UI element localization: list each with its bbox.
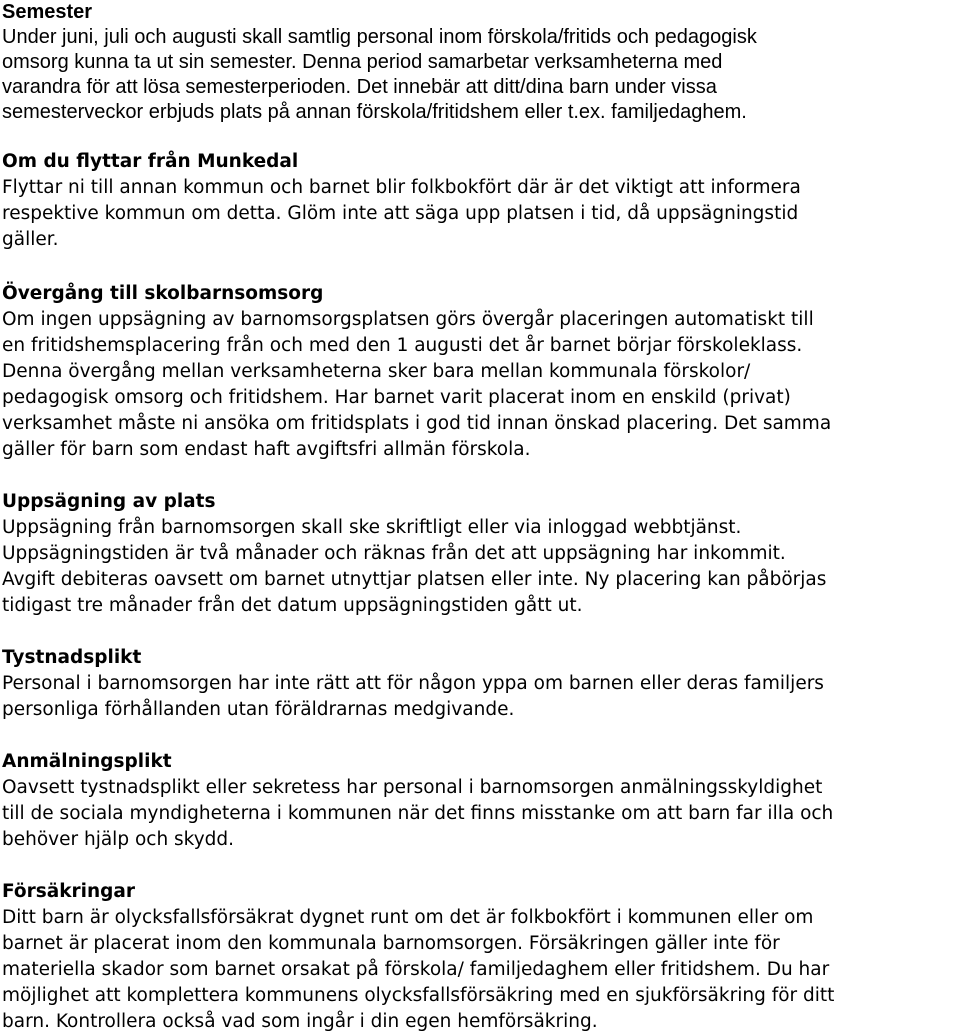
section-heading: Uppsägning av plats <box>2 491 216 512</box>
section-heading: Anmälningsplikt <box>2 751 172 772</box>
section-heading: Semester <box>2 1 93 23</box>
section-body <box>2 671 960 723</box>
section-semester <box>2 0 960 125</box>
section-anmalningsplikt <box>2 749 960 853</box>
spacer <box>2 853 960 879</box>
section-uppsagning <box>2 489 960 619</box>
body-line: pedagogisk omsorg och fritidshem. Har barnet varit placerat inom en enskild (privat) <box>2 387 791 408</box>
body-line: Oavsett tystnadsplikt eller sekretess har personal i barnomsorgen anmälningsskyldighet <box>2 777 823 798</box>
section-body <box>2 905 960 1035</box>
body-line: varandra för att lösa semesterperioden. Det innebär att ditt/dina barn under vissa <box>2 76 717 98</box>
body-line: möjlighet att komplettera kommunens olycksfallsförsäkring med en sjukförsäkring för ditt <box>2 985 835 1006</box>
body-line: en fritidshemsplacering från och med den 1 augusti det år barnet börjar förskoleklass. <box>2 335 803 356</box>
body-line: Avgift debiteras oavsett om barnet utnyttjar platsen eller inte. Ny placering kan påbörjas <box>2 569 827 590</box>
section-body <box>2 175 960 253</box>
spacer <box>2 619 960 645</box>
section-body <box>2 307 960 463</box>
body-line: personliga förhållanden utan föräldrarnas medgivande. <box>2 699 515 720</box>
body-line: gäller. <box>2 229 59 250</box>
spacer <box>2 125 960 149</box>
section-heading: Tystnadsplikt <box>2 647 142 668</box>
body-line: Under juni, juli och augusti skall samtlig personal inom förskola/fritids och pedagogisk <box>2 26 757 48</box>
body-line: gäller för barn som endast haft avgiftsfri allmän förskola. <box>2 439 531 460</box>
body-line: Personal i barnomsorgen har inte rätt att för någon yppa om barnen eller deras familjers <box>2 673 824 694</box>
spacer <box>2 723 960 749</box>
spacer <box>2 253 960 281</box>
body-line: barn. Kontrollera också vad som ingår i din egen hemförsäkring. <box>2 1011 598 1032</box>
body-line: materiella skador som barnet orsakat på förskola/ familjedaghem eller fritidshem. Du har <box>2 959 830 980</box>
spacer <box>2 463 960 489</box>
body-line: Uppsägning från barnomsorgen skall ske skriftligt eller via inloggad webbtjänst. <box>2 517 742 538</box>
section-forsakringar <box>2 879 960 1035</box>
body-line: omsorg kunna ta ut sin semester. Denna period samarbetar verksamheterna med <box>2 51 723 73</box>
body-line: semesterveckor erbjuds plats på annan förskola/fritidshem eller t.ex. familjedaghem. <box>2 101 747 123</box>
body-line: verksamhet måste ni ansöka om fritidsplats i god tid innan önskad placering. Det samma <box>2 413 832 434</box>
section-tystnadsplikt <box>2 645 960 723</box>
section-overgang <box>2 281 960 463</box>
body-line: behöver hjälp och skydd. <box>2 829 235 850</box>
body-line: tidigast tre månader från det datum uppsägningstiden gått ut. <box>2 595 583 616</box>
section-flytt <box>2 149 960 253</box>
section-heading: Försäkringar <box>2 881 136 902</box>
body-line: Flyttar ni till annan kommun och barnet blir folkbokfört där är det viktigt att informera <box>2 177 801 198</box>
body-line: respektive kommun om detta. Glöm inte att säga upp platsen i tid, då uppsägningstid <box>2 203 799 224</box>
body-line: barnet är placerat inom den kommunala barnomsorgen. Försäkringen gäller inte för <box>2 933 780 954</box>
body-line: Ditt barn är olycksfallsförsäkrat dygnet runt om det är folkbokfört i kommunen eller om <box>2 907 814 928</box>
section-heading: Övergång till skolbarnsomsorg <box>2 283 324 304</box>
section-body <box>2 515 960 619</box>
body-line: till de sociala myndigheterna i kommunen när det finns misstanke om att barn far illa och <box>2 803 834 824</box>
section-heading: Om du flyttar från Munkedal <box>2 151 299 172</box>
body-line: Om ingen uppsägning av barnomsorgsplatsen görs övergår placeringen automatiskt till <box>2 309 814 330</box>
body-line: Uppsägningstiden är två månader och räknas från det att uppsägning har inkommit. <box>2 543 786 564</box>
body-line: Denna övergång mellan verksamheterna sker bara mellan kommunala förskolor/ <box>2 361 751 382</box>
section-body <box>2 25 960 125</box>
section-body <box>2 775 960 853</box>
